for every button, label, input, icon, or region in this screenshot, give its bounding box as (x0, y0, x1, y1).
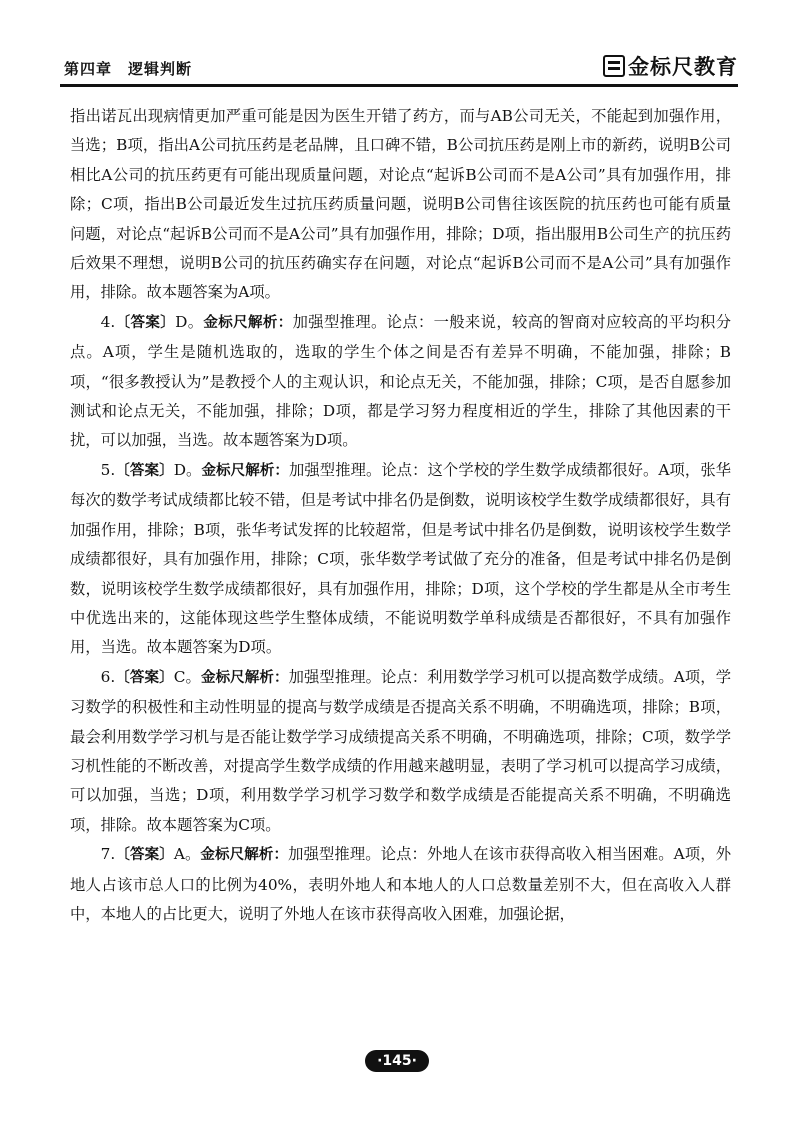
item-number: 7. (100, 845, 116, 864)
page-header (60, 50, 738, 82)
answer-text: 加强型推理。论点：利用数学学习机可以提高数学成绩。A项，学习数学的积极性和主动性明显的提高与数学成绩是否提高关系不明确，不明确选项，排除；B项，最会利用数学学习机与是否能让数学学习成绩提高关系不明确，不明确选项，排除；C项，数学学习机性能的不断改善，对提高学生数学成绩的作用越来越明显，表明了学习机可以提高学习成绩，可以加强，当选；D项，利用数学学习机学习数学和数学成绩是否能提高关系不明确，不明确选项，排除。故本题答案为C项。 (70, 667, 731, 834)
page-number: ·145· (365, 1050, 429, 1072)
answer-text: 加强型推理。论点：这个学校的学生数学成绩都很好。A项，张华每次的数学考试成绩都比较不错，但是考试中排名仍是倒数，说明该校学生数学成绩都很好，具有加强作用，排除；B项，张华考试发挥的比较超常，但是考试中排名仍是倒数，说明该校学生数学成绩都很好，具有加强作用，排除；C项，张华数学考试做了充分的准备，但是考试中排名仍是倒数，说明该校学生数学成绩都很好，具有加强作用，排除；D项，这个学校的学生都是从全市考生中优选出来的，这能体现这些学生整体成绩，不能说明数学单科成绩是否都很好，不具有加强作用，当选。故本题答案为D项。 (70, 460, 732, 657)
page-content (70, 102, 731, 929)
answer-text: 加强型推理。论点：外地人在该市获得高收入相当困难。A项，外地人占该市总人口的比例为40%，表明外地人和本地人的人口总数量差别不大，但在高收入人群中，本地人的占比更大，说明了外地人在该市获得高收入困难，加强论据， (70, 845, 731, 923)
analysis-label: 金标尺解析： (203, 314, 293, 331)
answer-item (70, 663, 731, 840)
brand (603, 52, 738, 80)
item-number: 5. (100, 460, 116, 479)
header-rule (60, 84, 738, 87)
book-logo-icon (603, 55, 625, 77)
analysis-label: 金标尺解析： (200, 669, 289, 686)
brand-name: 金标尺教育 (628, 55, 738, 79)
item-number: 6. (100, 667, 116, 686)
analysis-label: 金标尺解析： (200, 847, 289, 864)
chapter-title: 第四章 逻辑判断 (64, 60, 193, 78)
answer-letter: D。 (175, 312, 204, 331)
answer-letter: D。 (173, 460, 202, 479)
answer-label: 〔答案〕 (115, 314, 176, 331)
item-number: 4. (100, 312, 116, 331)
answer-label: 〔答案〕 (115, 847, 174, 864)
answer-letter: C。 (173, 667, 201, 686)
continuation-paragraph: 指出诺瓦出现病情更加严重可能是因为医生开错了药方，而与AB公司无关，不能起到加强作用，当选；B项，指出A公司抗压药是老品牌，且口碑不错，B公司抗压药是刚上市的新药，说明B公司相比A公司的抗压药更有可能出现质量问题，对论点“起诉B公司而不是A公司”具有加强作用，排除；C项，指出B公司最近发生过抗压药质量问题，说明B公司售往该医院的抗压药也可能有质量问题，对论点“起诉B公司而不是A公司”具有加强作用，排除；D项，指出服用B公司生产的抗压药后效果不理想，说明B公司的抗压药确实存在问题，对论点“起诉B公司而不是A公司”具有加强作用，排除。故本题答案为A项。 (70, 107, 731, 302)
answer-item (70, 840, 731, 929)
analysis-label: 金标尺解析： (201, 462, 290, 479)
answer-item (70, 456, 731, 663)
answer-label: 〔答案〕 (115, 669, 174, 686)
answer-label: 〔答案〕 (115, 462, 174, 479)
answer-item (70, 308, 731, 456)
answer-text: 加强型推理。论点：一般来说，较高的智商对应较高的平均积分点。A项，学生是随机选取的，选取的学生个体之间是否有差异不明确，不能加强，排除；B项，“很多教授认为”是教授个人的主观认识，和论点无关，不能加强，排除；C项，是否自愿参加测试和论点无关，不能加强，排除；D项，都是学习努力程度相近的学生，排除了其他因素的干扰，可以加强，当选。故本题答案为D项。 (70, 312, 732, 450)
answer-letter: A。 (173, 845, 201, 864)
